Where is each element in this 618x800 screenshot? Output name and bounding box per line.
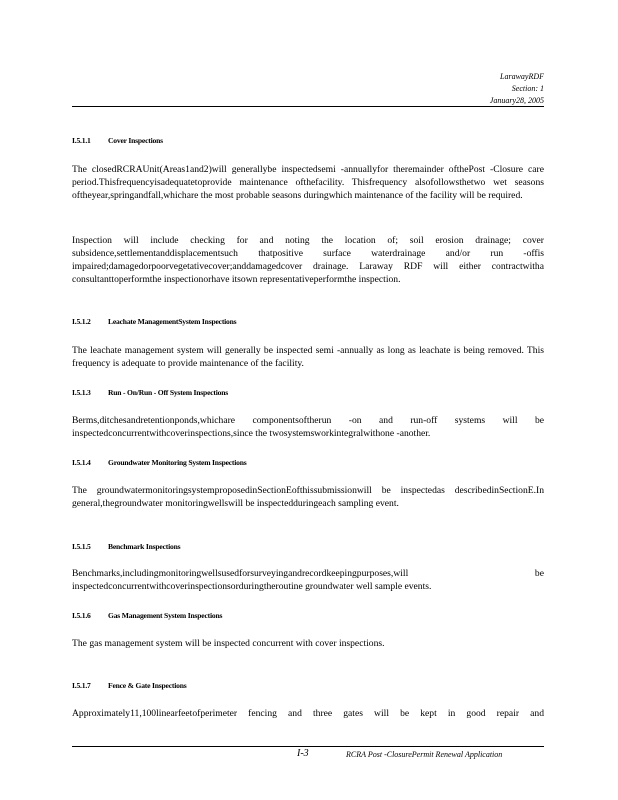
section-title: Gas Management System Inspections xyxy=(108,611,223,620)
footer-title: RCRA Post -ClosurePermit Renewal Application xyxy=(346,750,503,759)
paragraph xyxy=(72,484,544,510)
paragraph-text: Approximately11,100linearfeetofperimeter fencing and three gates will be kept in good repair and xyxy=(72,708,544,719)
section-title: Benchmark Inspections xyxy=(108,542,181,551)
header-section: Section: 1 xyxy=(511,84,544,93)
section-heading xyxy=(72,542,180,551)
header-date: January28, 2005 xyxy=(489,96,544,105)
section-heading xyxy=(72,458,247,467)
section-number: I.5.1.4 xyxy=(72,458,91,467)
section-title: Cover Inspections xyxy=(108,136,163,145)
section-number: I.5.1.3 xyxy=(72,388,91,397)
paragraph xyxy=(72,414,544,440)
paragraph-text: The gas management system will be inspected concurrent with cover inspections. xyxy=(72,638,385,649)
section-heading xyxy=(72,136,163,145)
section-number: I.5.1.7 xyxy=(72,681,91,690)
section-heading xyxy=(72,317,236,326)
header-company: LarawayRDF xyxy=(500,72,544,81)
footer-rule xyxy=(72,746,544,747)
paragraph-text: Benchmarks,includingmonitoringwellsusedforsurveyingandrecordkeepingpurposes,will be inspectedconcurrentwithcoverinspectionsorduringtheroutine groundwater well sample events. xyxy=(72,568,544,592)
paragraph-text: The closedRCRAUnit(Areas1and2)will generallybe inspectedsemi -annuallyfor theremainder ofthePost -Closure care period.Thisfrequencyisadequatetoprovide maintenance ofthefacility. Thisfrequency alsofollowsthetwo wet seasons oftheyear,springandfall,whichare the most probable seasons duringwhich maintenance of the facility will be required. xyxy=(72,164,544,201)
paragraph xyxy=(72,234,544,286)
section-heading xyxy=(72,388,228,397)
paragraph-text: The leachate management system will generally be inspected semi -annually as long as leachate is being removed. This frequency is adequate to provide maintenance of the facility. xyxy=(72,345,544,369)
section-heading xyxy=(72,611,222,620)
paragraph xyxy=(72,344,544,370)
section-number: I.5.1.5 xyxy=(72,542,91,551)
section-title: Groundwater Monitoring System Inspections xyxy=(108,458,247,467)
section-title: Leachate ManagementSystem Inspections xyxy=(108,317,237,326)
paragraph xyxy=(72,163,544,202)
paragraph xyxy=(72,637,544,650)
section-heading xyxy=(72,681,187,690)
footer-page-number: I-3 xyxy=(297,748,309,759)
section-number: I.5.1.1 xyxy=(72,136,91,145)
paragraph-text: The groundwatermonitoringsystemproposedinSectionEofthissubmissionwill be inspectedas describedinSectionE.In general,thegroundwater monitoringwellswill be inspectedduringeach sampling event. xyxy=(72,485,544,509)
paragraph-text: Berms,ditchesandretentionponds,whichare componentsoftherun -on and run-off systems will be inspectedconcurrentwithcoverinspections,since the twosystemsworkintegralwithone -another. xyxy=(72,415,544,439)
paragraph-text: Inspection will include checking for and noting the location of; soil erosion drainage; cover subsidence,settlementanddisplacementsuch thatpositive surface waterdrainage and/or run -offis impaired;damagedorpoorvegetativecover;anddamagedcover drainage. Laraway RDF will either contractwitha consultanttoperformthe inspectionorhave itsown representativeperformthe inspection. xyxy=(72,235,544,285)
paragraph xyxy=(72,567,544,593)
paragraph xyxy=(72,707,544,720)
header-rule xyxy=(72,106,544,107)
section-number: I.5.1.2 xyxy=(72,317,91,326)
section-title: Fence & Gate Inspections xyxy=(108,681,187,690)
section-title: Run - On/Run - Off System Inspections xyxy=(108,388,229,397)
section-number: I.5.1.6 xyxy=(72,611,91,620)
